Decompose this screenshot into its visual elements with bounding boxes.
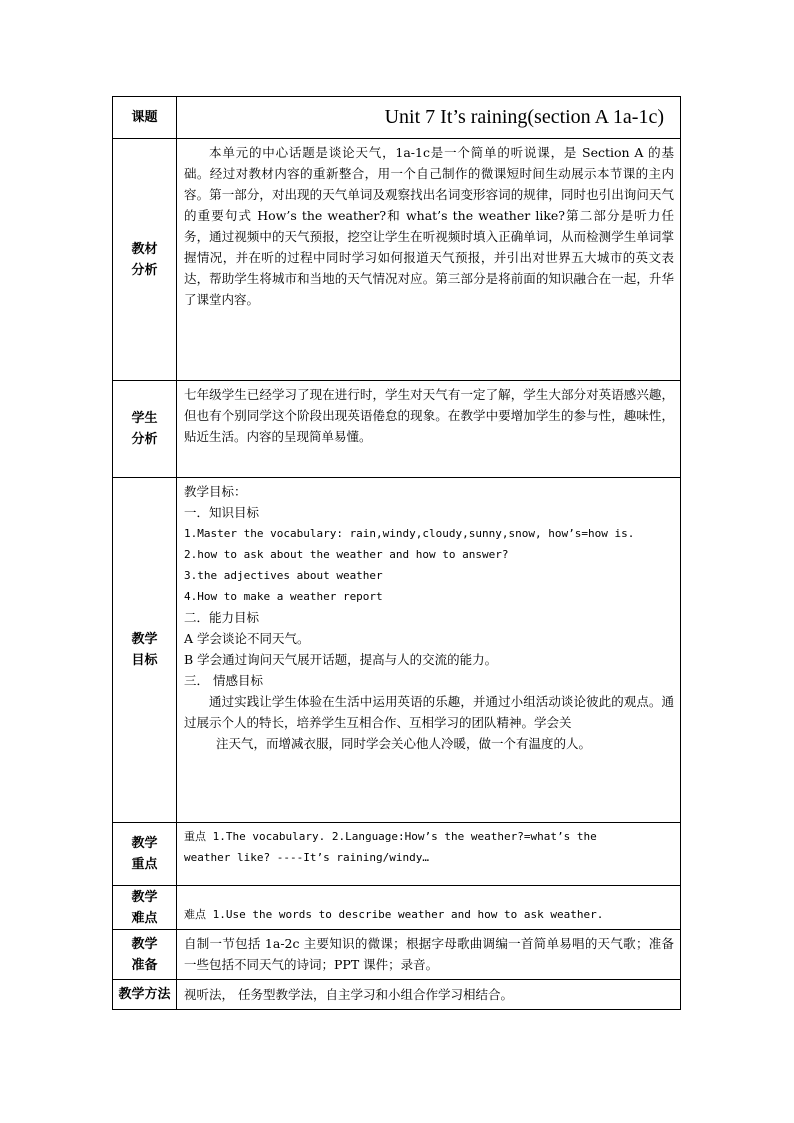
- emotion-goals-title: 三． 情感目标: [184, 673, 263, 688]
- row-methods: [113, 980, 681, 1010]
- knowledge-goal-2: 2.how to ask about the weather and how to answer?: [184, 548, 509, 561]
- row-preparation: [113, 930, 681, 980]
- knowledge-goal-4: 4.How to make a weather report: [184, 590, 383, 603]
- label-preparation: 教学准备: [113, 930, 177, 980]
- difficulties-text: 难点 1.Use the words to describe weather and how to ask weather.: [184, 908, 604, 921]
- emotion-goal-text-cont: 注天气，而增减衣服，同时学会关心他人冷暖，做一个有温度的人。: [216, 736, 592, 751]
- label-key-points: 教学重点: [113, 823, 177, 886]
- row-student-analysis: [113, 381, 681, 478]
- label-student-analysis: 学生分析: [113, 381, 177, 478]
- label-methods: 教学方法: [113, 980, 177, 1010]
- ability-goal-a: A 学会谈论不同天气。: [184, 631, 310, 646]
- label-material-analysis: 教材分析: [113, 139, 177, 381]
- knowledge-goal-1: 1.Master the vocabulary: rain,windy,cloudy,sunny,snow, how’s=how is.: [184, 527, 635, 540]
- row-title: [113, 97, 681, 139]
- goals-heading: 教学目标：: [184, 484, 247, 499]
- ability-goal-b: B 学会通过询问天气展开话题，提高与人的交流的能力。: [184, 652, 498, 667]
- key-points-line-1: 重点 1.The vocabulary. 2.Language:How’s the weather?=what’s the: [184, 830, 597, 843]
- row-difficulties: [113, 886, 681, 930]
- key-points-line-2: weather like? ----It’s raining/windy…: [184, 851, 430, 864]
- row-key-points: [113, 823, 681, 886]
- preparation-text: 自制一节包括 1a-2c 主要知识的微课；根据字母歌曲调编一首简单易唱的天气歌；准备一些包括不同天气的诗词；PPT 课件；录音。: [184, 936, 674, 972]
- label-topic: 课题: [113, 97, 177, 139]
- material-analysis-text: 本单元的中心话题是谈论天气，1a-1c是一个简单的听说课，是 Section A 的基础。经过对教材内容的重新整合，用一个自己制作的微课短时间生动展示本节课的主内容。第一部分，对出现的天气单词及观察找出名词变形容词的规律，同时也引出询问天气的重要句式 How’s the weather?和 what’s the weather like?第二部分是听力任务，通过视频中的天气预报，挖空让学生在听视频时填入正确单词，从而检测学生单词掌握情况，并在听的过程中同时学习如何报道天气预报，并引出对世界五大城市的英文表达，帮助学生将城市和当地的天气情况对应。第三部分是将前面的知识融合在一起，升华了课堂内容。: [184, 145, 674, 307]
- student-analysis-text: 七年级学生已经学习了现在进行时，学生对天气有一定了解，学生大部分对英语感兴趣，但也有个别同学这个阶段出现英语倦怠的现象。在教学中要增加学生的参与性，趣味性，贴近生活。内容的呈现简单易懂。: [184, 387, 674, 444]
- knowledge-goal-3: 3.the adjectives about weather: [184, 569, 383, 582]
- label-teaching-goals: 教学目标: [113, 478, 177, 823]
- row-material-analysis: [113, 139, 681, 381]
- ability-goals-title: 二．能力目标: [184, 610, 260, 625]
- methods-text: 视听法， 任务型教学法，自主学习和小组合作学习相结合。: [184, 986, 513, 1002]
- knowledge-goals-title: 一．知识目标: [184, 505, 260, 520]
- lesson-title: Unit 7 It’s raining(section A 1a-1c): [177, 97, 681, 139]
- emotion-goal-text: 通过实践让学生体验在生活中运用英语的乐趣，并通过小组活动谈论彼此的观点。通过展示个人的特长，培养学生互相合作、互相学习的团队精神。学会关: [184, 694, 674, 730]
- row-teaching-goals: [113, 478, 681, 823]
- label-difficulties: 教学难点: [113, 886, 177, 930]
- lesson-plan-table: [112, 96, 681, 1010]
